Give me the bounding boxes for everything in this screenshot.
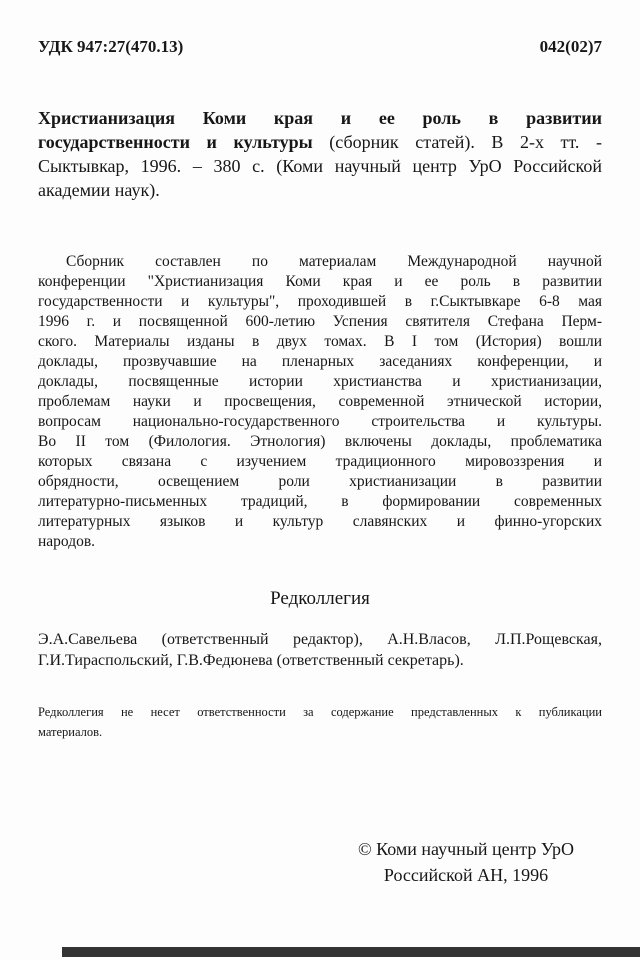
text-line: доклады, прозвучавшие на пленарных заседаниях конференции, и [38,353,602,370]
editorial-board-members [38,629,602,671]
text-segment: Сыктывкар, 1996. – 380 с. (Коми научный центр УрО Российской [38,156,602,176]
text-segment: Христианизация Коми края и ее роль в развитии [38,108,602,128]
text-line: ского. Материалы изданы в двух томах. В I том (История) вошли [38,333,602,350]
text-line: материалов. [38,725,103,739]
disclaimer-note [38,702,602,742]
text-line: Г.И.Тираспольский, Г.В.Федюнева (ответственный секретарь). [38,652,464,669]
text-line: государственности и культуры", проходившей в г.Сыктывкаре 6-8 мая [38,293,602,310]
annotation-paragraph [38,252,602,552]
udk-header [38,37,602,57]
bibliographic-title [38,106,602,202]
text-line: литературных языков и культур славянских и финно-угорских [38,513,602,530]
text-line: © Коми научный центр УрО [357,839,575,859]
text-line: проблемам науки и просвещения, современной этнической истории, [38,393,602,410]
text-line [38,178,602,202]
text-line: Э.А.Савельева (ответственный редактор), А.Н.Власов, Л.П.Рощевская, [38,631,602,648]
editorial-board-heading: Редколлегия [270,588,370,609]
text-line [38,130,602,154]
scan-edge-artifact [62,947,640,957]
text-line: которых связана с изучением традиционного мировоззрения и [38,453,602,470]
text-line: конференции "Христианизация Коми края и ее роль в развитии [38,273,602,290]
doc-code: 042(02)7 [539,37,602,56]
text-line: литературно-письменных традиций, в формировании современных [38,493,602,510]
text-segment: (сборник статей). В 2-х тт. - [312,132,602,152]
text-line: обрядности, освещением роли христианизации в развитии [38,473,602,490]
copyright-notice [326,836,606,888]
text-line: доклады, посвященные истории христианства и христианизации, [38,373,602,390]
text-line: Российской АН, 1996 [383,865,549,885]
text-line [38,106,602,130]
text-segment: академии наук). [38,180,160,200]
text-line: Сборник составлен по материалам Международной научной [66,253,602,270]
text-line: народов. [38,533,96,550]
text-line [38,154,602,178]
udk-code: УДК 947:27(470.13) [38,37,184,56]
text-line: 1996 г. и посвященной 600-летию Успения святителя Стефана Перм- [38,313,602,330]
text-line: Во II том (Филология. Этнология) включены доклады, проблематика [38,433,602,450]
text-line: Редколлегия не несет ответственности за содержание представленных к публикации [38,705,602,719]
text-line: вопросам национально-государственного строительства и культуры. [38,413,602,430]
text-segment: государственности и культуры [38,132,313,152]
